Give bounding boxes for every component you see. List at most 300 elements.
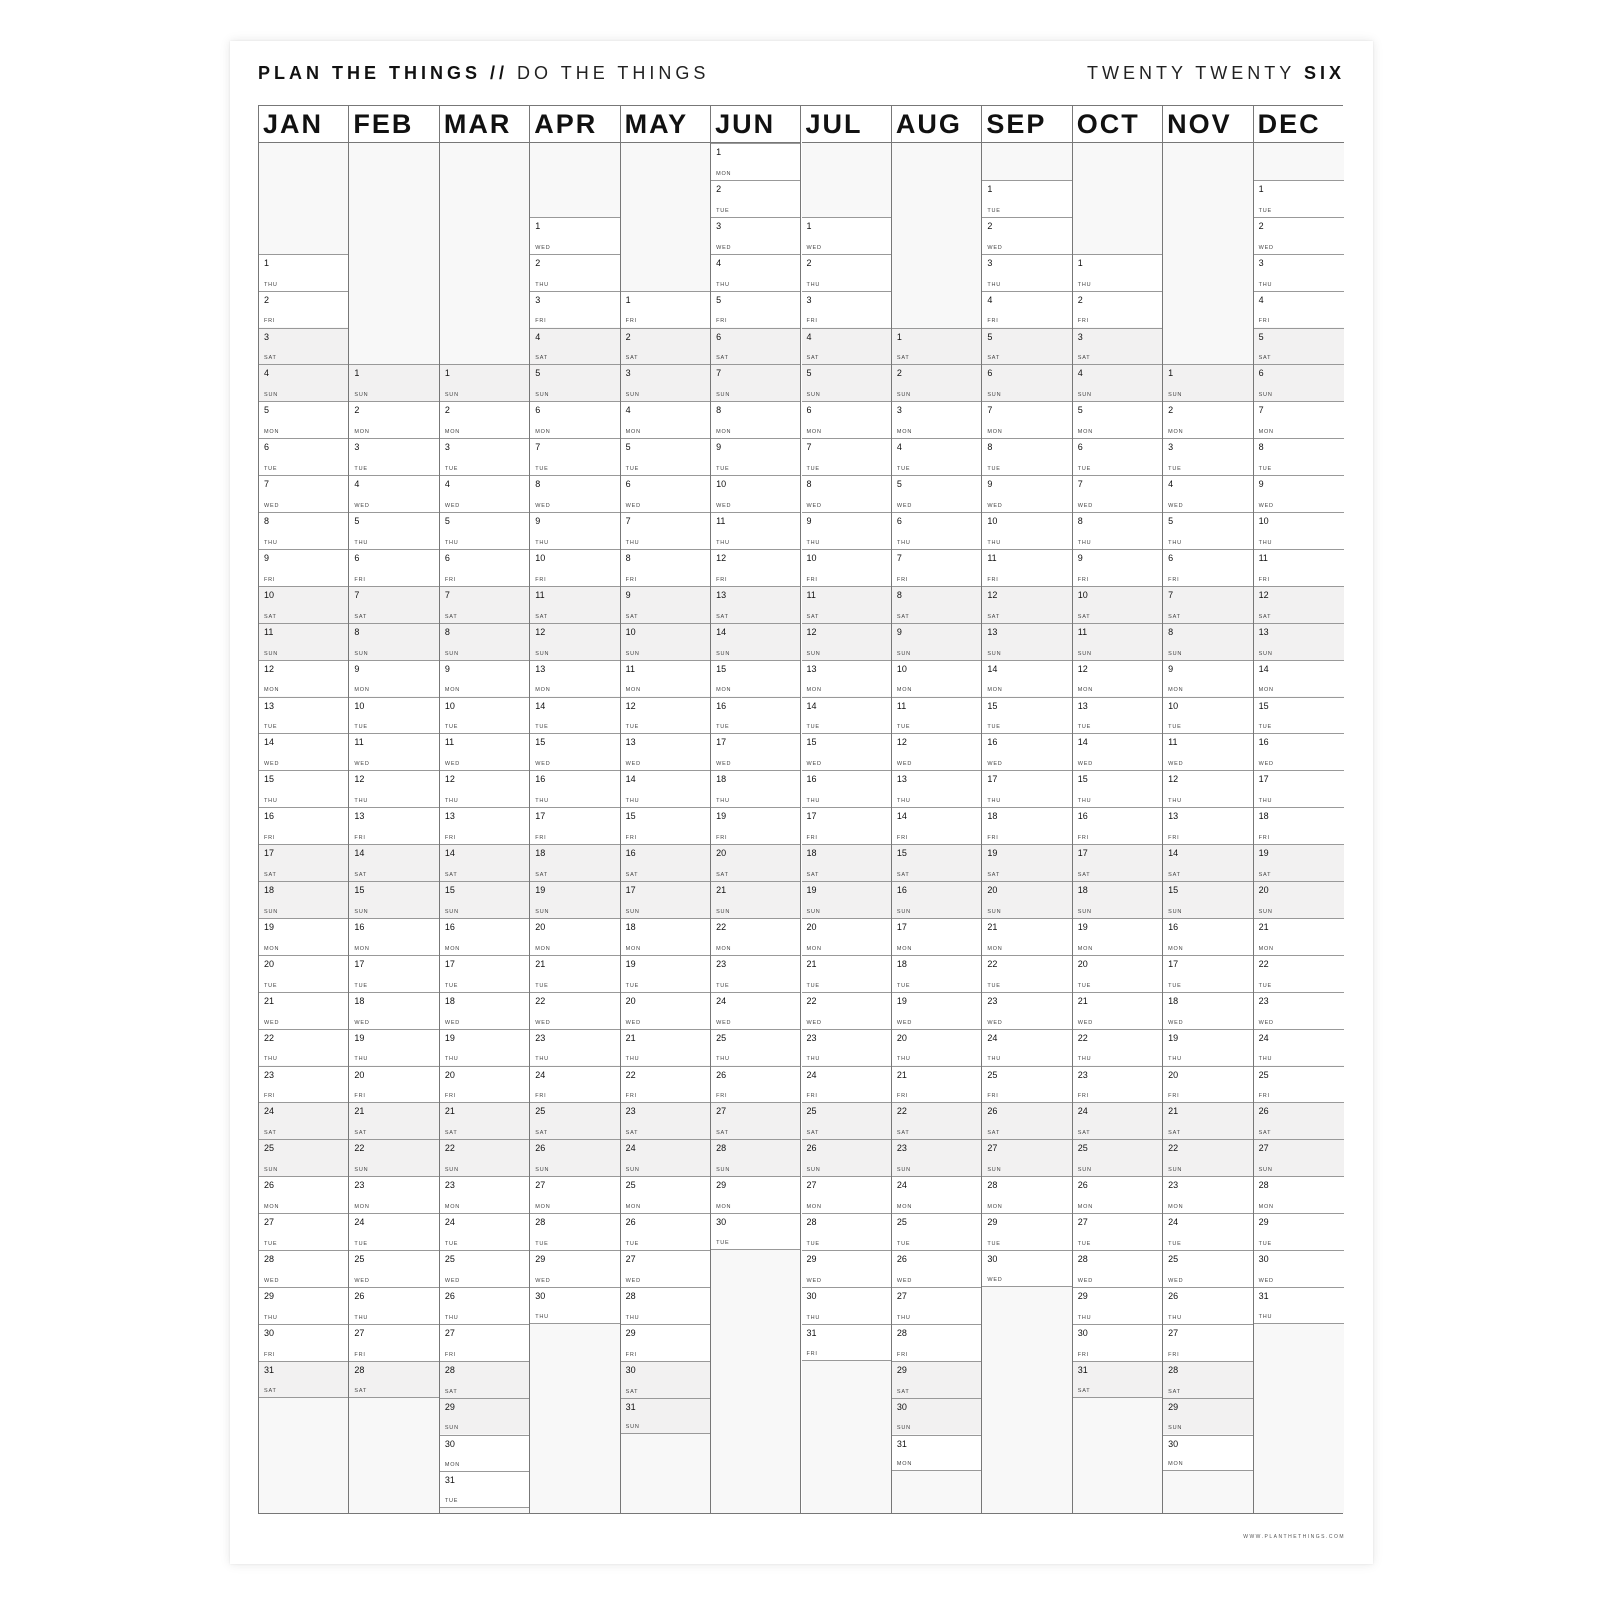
- day-cell[interactable]: [1254, 807, 1344, 844]
- day-cell[interactable]: [530, 770, 619, 807]
- day-cell[interactable]: [802, 438, 891, 475]
- day-cell[interactable]: [711, 1066, 800, 1103]
- day-cell[interactable]: [530, 1066, 619, 1103]
- day-cell[interactable]: [711, 1029, 800, 1066]
- day-cell[interactable]: [440, 438, 529, 475]
- day-cell[interactable]: [1163, 1139, 1252, 1176]
- day-cell[interactable]: [982, 586, 1071, 623]
- day-cell[interactable]: [1254, 955, 1344, 992]
- day-cell[interactable]: [802, 1250, 891, 1287]
- day-cell[interactable]: [259, 1213, 348, 1250]
- day-cell[interactable]: [1254, 623, 1344, 660]
- day-cell[interactable]: [982, 1176, 1071, 1213]
- day-cell[interactable]: [892, 401, 981, 438]
- day-cell[interactable]: [530, 918, 619, 955]
- day-cell[interactable]: [1163, 918, 1252, 955]
- day-cell[interactable]: [621, 512, 710, 549]
- day-cell[interactable]: [440, 586, 529, 623]
- day-cell[interactable]: [440, 807, 529, 844]
- day-cell[interactable]: [892, 1139, 981, 1176]
- day-cell[interactable]: [1254, 328, 1344, 365]
- day-cell[interactable]: [530, 254, 619, 291]
- day-cell[interactable]: [259, 291, 348, 328]
- day-cell[interactable]: [711, 512, 800, 549]
- day-cell[interactable]: [892, 1287, 981, 1324]
- day-cell[interactable]: [1163, 1435, 1252, 1472]
- day-cell[interactable]: [711, 217, 800, 254]
- day-cell[interactable]: [530, 549, 619, 586]
- day-cell[interactable]: [892, 1102, 981, 1139]
- day-cell[interactable]: [802, 623, 891, 660]
- day-cell[interactable]: [440, 512, 529, 549]
- day-cell[interactable]: [530, 881, 619, 918]
- day-cell[interactable]: [1073, 1176, 1162, 1213]
- day-cell[interactable]: [892, 586, 981, 623]
- day-cell[interactable]: [440, 401, 529, 438]
- day-cell[interactable]: [259, 1029, 348, 1066]
- day-cell[interactable]: [440, 623, 529, 660]
- day-cell[interactable]: [1254, 1066, 1344, 1103]
- day-cell[interactable]: [1163, 881, 1252, 918]
- day-cell[interactable]: [711, 328, 800, 365]
- day-cell[interactable]: [530, 1213, 619, 1250]
- day-cell[interactable]: [802, 918, 891, 955]
- day-cell[interactable]: [892, 697, 981, 734]
- day-cell[interactable]: [440, 1361, 529, 1398]
- day-cell[interactable]: [1163, 1361, 1252, 1398]
- day-cell[interactable]: [1254, 733, 1344, 770]
- day-cell[interactable]: [621, 328, 710, 365]
- day-cell[interactable]: [1163, 1213, 1252, 1250]
- day-cell[interactable]: [621, 992, 710, 1029]
- day-cell[interactable]: [1163, 1287, 1252, 1324]
- day-cell[interactable]: [1073, 1250, 1162, 1287]
- day-cell[interactable]: [982, 549, 1071, 586]
- day-cell[interactable]: [440, 1213, 529, 1250]
- day-cell[interactable]: [259, 844, 348, 881]
- day-cell[interactable]: [259, 364, 348, 401]
- day-cell[interactable]: [802, 733, 891, 770]
- day-cell[interactable]: [711, 254, 800, 291]
- day-cell[interactable]: [259, 475, 348, 512]
- day-cell[interactable]: [982, 217, 1071, 254]
- day-cell[interactable]: [349, 807, 438, 844]
- day-cell[interactable]: [892, 1213, 981, 1250]
- day-cell[interactable]: [621, 1398, 710, 1435]
- day-cell[interactable]: [982, 475, 1071, 512]
- day-cell[interactable]: [1163, 512, 1252, 549]
- day-cell[interactable]: [892, 364, 981, 401]
- day-cell[interactable]: [892, 1176, 981, 1213]
- day-cell[interactable]: [892, 1361, 981, 1398]
- day-cell[interactable]: [1254, 1176, 1344, 1213]
- day-cell[interactable]: [1073, 549, 1162, 586]
- day-cell[interactable]: [621, 1102, 710, 1139]
- day-cell[interactable]: [440, 770, 529, 807]
- day-cell[interactable]: [349, 512, 438, 549]
- day-cell[interactable]: [349, 918, 438, 955]
- day-cell[interactable]: [1163, 549, 1252, 586]
- day-cell[interactable]: [530, 328, 619, 365]
- day-cell[interactable]: [530, 364, 619, 401]
- day-cell[interactable]: [892, 955, 981, 992]
- day-cell[interactable]: [802, 364, 891, 401]
- day-cell[interactable]: [1073, 1361, 1162, 1398]
- day-cell[interactable]: [349, 992, 438, 1029]
- day-cell[interactable]: [259, 623, 348, 660]
- day-cell[interactable]: [802, 586, 891, 623]
- day-cell[interactable]: [982, 364, 1071, 401]
- day-cell[interactable]: [440, 1029, 529, 1066]
- day-cell[interactable]: [1073, 623, 1162, 660]
- day-cell[interactable]: [1254, 770, 1344, 807]
- day-cell[interactable]: [711, 1102, 800, 1139]
- day-cell[interactable]: [982, 697, 1071, 734]
- day-cell[interactable]: [982, 512, 1071, 549]
- day-cell[interactable]: [1254, 438, 1344, 475]
- day-cell[interactable]: [1073, 586, 1162, 623]
- day-cell[interactable]: [349, 401, 438, 438]
- day-cell[interactable]: [892, 807, 981, 844]
- day-cell[interactable]: [621, 1029, 710, 1066]
- day-cell[interactable]: [802, 844, 891, 881]
- day-cell[interactable]: [349, 733, 438, 770]
- day-cell[interactable]: [1254, 1213, 1344, 1250]
- day-cell[interactable]: [711, 549, 800, 586]
- day-cell[interactable]: [530, 217, 619, 254]
- day-cell[interactable]: [621, 1361, 710, 1398]
- day-cell[interactable]: [440, 364, 529, 401]
- day-cell[interactable]: [892, 992, 981, 1029]
- day-cell[interactable]: [1073, 401, 1162, 438]
- day-cell[interactable]: [1073, 291, 1162, 328]
- day-cell[interactable]: [1073, 1213, 1162, 1250]
- day-cell[interactable]: [892, 770, 981, 807]
- day-cell[interactable]: [440, 844, 529, 881]
- day-cell[interactable]: [259, 807, 348, 844]
- day-cell[interactable]: [349, 770, 438, 807]
- day-cell[interactable]: [349, 1029, 438, 1066]
- day-cell[interactable]: [1163, 992, 1252, 1029]
- day-cell[interactable]: [802, 697, 891, 734]
- day-cell[interactable]: [892, 623, 981, 660]
- day-cell[interactable]: [1254, 1139, 1344, 1176]
- day-cell[interactable]: [621, 1139, 710, 1176]
- day-cell[interactable]: [892, 1250, 981, 1287]
- day-cell[interactable]: [1254, 291, 1344, 328]
- day-cell[interactable]: [802, 770, 891, 807]
- day-cell[interactable]: [802, 1066, 891, 1103]
- day-cell[interactable]: [1163, 770, 1252, 807]
- day-cell[interactable]: [802, 1102, 891, 1139]
- day-cell[interactable]: [349, 1213, 438, 1250]
- day-cell[interactable]: [1073, 1066, 1162, 1103]
- day-cell[interactable]: [1163, 1102, 1252, 1139]
- day-cell[interactable]: [440, 918, 529, 955]
- day-cell[interactable]: [259, 1287, 348, 1324]
- day-cell[interactable]: [440, 733, 529, 770]
- day-cell[interactable]: [982, 881, 1071, 918]
- day-cell[interactable]: [802, 549, 891, 586]
- day-cell[interactable]: [1163, 475, 1252, 512]
- day-cell[interactable]: [1073, 660, 1162, 697]
- day-cell[interactable]: [440, 1324, 529, 1361]
- day-cell[interactable]: [1073, 955, 1162, 992]
- day-cell[interactable]: [1163, 1176, 1252, 1213]
- day-cell[interactable]: [982, 1213, 1071, 1250]
- day-cell[interactable]: [711, 955, 800, 992]
- day-cell[interactable]: [1163, 623, 1252, 660]
- day-cell[interactable]: [440, 475, 529, 512]
- day-cell[interactable]: [892, 660, 981, 697]
- day-cell[interactable]: [259, 328, 348, 365]
- day-cell[interactable]: [892, 475, 981, 512]
- day-cell[interactable]: [1254, 254, 1344, 291]
- day-cell[interactable]: [1254, 844, 1344, 881]
- day-cell[interactable]: [892, 328, 981, 365]
- day-cell[interactable]: [802, 1287, 891, 1324]
- day-cell[interactable]: [1163, 955, 1252, 992]
- day-cell[interactable]: [349, 881, 438, 918]
- day-cell[interactable]: [1163, 660, 1252, 697]
- day-cell[interactable]: [802, 475, 891, 512]
- day-cell[interactable]: [982, 770, 1071, 807]
- day-cell[interactable]: [711, 918, 800, 955]
- day-cell[interactable]: [892, 844, 981, 881]
- day-cell[interactable]: [621, 918, 710, 955]
- day-cell[interactable]: [440, 1287, 529, 1324]
- day-cell[interactable]: [621, 807, 710, 844]
- day-cell[interactable]: [982, 328, 1071, 365]
- day-cell[interactable]: [982, 733, 1071, 770]
- day-cell[interactable]: [621, 955, 710, 992]
- day-cell[interactable]: [621, 438, 710, 475]
- day-cell[interactable]: [530, 1250, 619, 1287]
- day-cell[interactable]: [802, 254, 891, 291]
- day-cell[interactable]: [621, 549, 710, 586]
- day-cell[interactable]: [440, 1102, 529, 1139]
- day-cell[interactable]: [530, 955, 619, 992]
- day-cell[interactable]: [1254, 475, 1344, 512]
- day-cell[interactable]: [1254, 881, 1344, 918]
- day-cell[interactable]: [982, 992, 1071, 1029]
- day-cell[interactable]: [621, 623, 710, 660]
- day-cell[interactable]: [530, 1102, 619, 1139]
- day-cell[interactable]: [1254, 1102, 1344, 1139]
- day-cell[interactable]: [982, 291, 1071, 328]
- day-cell[interactable]: [1163, 844, 1252, 881]
- day-cell[interactable]: [1073, 475, 1162, 512]
- day-cell[interactable]: [530, 623, 619, 660]
- day-cell[interactable]: [1163, 733, 1252, 770]
- day-cell[interactable]: [530, 697, 619, 734]
- day-cell[interactable]: [621, 475, 710, 512]
- day-cell[interactable]: [1163, 1029, 1252, 1066]
- day-cell[interactable]: [621, 844, 710, 881]
- day-cell[interactable]: [982, 1066, 1071, 1103]
- day-cell[interactable]: [530, 1176, 619, 1213]
- day-cell[interactable]: [259, 438, 348, 475]
- day-cell[interactable]: [440, 1250, 529, 1287]
- day-cell[interactable]: [982, 254, 1071, 291]
- day-cell[interactable]: [440, 955, 529, 992]
- day-cell[interactable]: [711, 770, 800, 807]
- day-cell[interactable]: [711, 401, 800, 438]
- day-cell[interactable]: [982, 623, 1071, 660]
- day-cell[interactable]: [1254, 918, 1344, 955]
- day-cell[interactable]: [621, 586, 710, 623]
- day-cell[interactable]: [711, 733, 800, 770]
- day-cell[interactable]: [259, 881, 348, 918]
- day-cell[interactable]: [440, 549, 529, 586]
- day-cell[interactable]: [892, 1029, 981, 1066]
- day-cell[interactable]: [440, 697, 529, 734]
- day-cell[interactable]: [530, 733, 619, 770]
- day-cell[interactable]: [802, 1029, 891, 1066]
- day-cell[interactable]: [1163, 1066, 1252, 1103]
- day-cell[interactable]: [1254, 217, 1344, 254]
- day-cell[interactable]: [349, 586, 438, 623]
- day-cell[interactable]: [259, 1324, 348, 1361]
- day-cell[interactable]: [711, 1176, 800, 1213]
- day-cell[interactable]: [259, 770, 348, 807]
- day-cell[interactable]: [621, 660, 710, 697]
- day-cell[interactable]: [349, 1139, 438, 1176]
- day-cell[interactable]: [892, 918, 981, 955]
- day-cell[interactable]: [711, 1213, 800, 1250]
- day-cell[interactable]: [711, 992, 800, 1029]
- day-cell[interactable]: [530, 512, 619, 549]
- day-cell[interactable]: [711, 475, 800, 512]
- day-cell[interactable]: [621, 1066, 710, 1103]
- day-cell[interactable]: [259, 254, 348, 291]
- day-cell[interactable]: [349, 1176, 438, 1213]
- day-cell[interactable]: [440, 1066, 529, 1103]
- day-cell[interactable]: [802, 1176, 891, 1213]
- day-cell[interactable]: [621, 1250, 710, 1287]
- day-cell[interactable]: [1073, 881, 1162, 918]
- day-cell[interactable]: [530, 1029, 619, 1066]
- day-cell[interactable]: [802, 1139, 891, 1176]
- day-cell[interactable]: [349, 1287, 438, 1324]
- day-cell[interactable]: [802, 1324, 891, 1361]
- day-cell[interactable]: [1254, 1287, 1344, 1324]
- day-cell[interactable]: [349, 475, 438, 512]
- day-cell[interactable]: [1163, 1324, 1252, 1361]
- day-cell[interactable]: [711, 807, 800, 844]
- day-cell[interactable]: [1073, 770, 1162, 807]
- day-cell[interactable]: [259, 697, 348, 734]
- day-cell[interactable]: [1073, 697, 1162, 734]
- day-cell[interactable]: [1254, 401, 1344, 438]
- day-cell[interactable]: [1254, 1250, 1344, 1287]
- day-cell[interactable]: [982, 1250, 1071, 1287]
- day-cell[interactable]: [530, 992, 619, 1029]
- day-cell[interactable]: [259, 586, 348, 623]
- day-cell[interactable]: [982, 438, 1071, 475]
- day-cell[interactable]: [892, 549, 981, 586]
- day-cell[interactable]: [802, 512, 891, 549]
- day-cell[interactable]: [349, 438, 438, 475]
- day-cell[interactable]: [1254, 1029, 1344, 1066]
- day-cell[interactable]: [711, 438, 800, 475]
- day-cell[interactable]: [711, 364, 800, 401]
- day-cell[interactable]: [892, 438, 981, 475]
- day-cell[interactable]: [982, 955, 1071, 992]
- day-cell[interactable]: [259, 549, 348, 586]
- day-cell[interactable]: [1073, 992, 1162, 1029]
- day-cell[interactable]: [711, 881, 800, 918]
- day-cell[interactable]: [440, 1139, 529, 1176]
- day-cell[interactable]: [440, 992, 529, 1029]
- day-cell[interactable]: [711, 586, 800, 623]
- day-cell[interactable]: [259, 918, 348, 955]
- day-cell[interactable]: [530, 291, 619, 328]
- day-cell[interactable]: [259, 1361, 348, 1398]
- day-cell[interactable]: [802, 217, 891, 254]
- day-cell[interactable]: [530, 807, 619, 844]
- day-cell[interactable]: [1254, 364, 1344, 401]
- day-cell[interactable]: [621, 364, 710, 401]
- day-cell[interactable]: [621, 1176, 710, 1213]
- day-cell[interactable]: [802, 881, 891, 918]
- day-cell[interactable]: [1163, 586, 1252, 623]
- day-cell[interactable]: [440, 660, 529, 697]
- day-cell[interactable]: [349, 1066, 438, 1103]
- day-cell[interactable]: [621, 733, 710, 770]
- day-cell[interactable]: [892, 1066, 981, 1103]
- day-cell[interactable]: [1073, 918, 1162, 955]
- day-cell[interactable]: [259, 1066, 348, 1103]
- day-cell[interactable]: [1163, 807, 1252, 844]
- day-cell[interactable]: [530, 586, 619, 623]
- day-cell[interactable]: [1163, 364, 1252, 401]
- day-cell[interactable]: [1163, 1398, 1252, 1435]
- day-cell[interactable]: [982, 180, 1071, 217]
- day-cell[interactable]: [440, 1176, 529, 1213]
- day-cell[interactable]: [982, 401, 1071, 438]
- day-cell[interactable]: [259, 955, 348, 992]
- day-cell[interactable]: [621, 401, 710, 438]
- day-cell[interactable]: [892, 733, 981, 770]
- day-cell[interactable]: [621, 291, 710, 328]
- day-cell[interactable]: [530, 1139, 619, 1176]
- day-cell[interactable]: [892, 512, 981, 549]
- day-cell[interactable]: [711, 660, 800, 697]
- day-cell[interactable]: [530, 438, 619, 475]
- day-cell[interactable]: [711, 291, 800, 328]
- day-cell[interactable]: [1254, 512, 1344, 549]
- day-cell[interactable]: [1254, 992, 1344, 1029]
- day-cell[interactable]: [982, 918, 1071, 955]
- day-cell[interactable]: [982, 660, 1071, 697]
- day-cell[interactable]: [440, 881, 529, 918]
- day-cell[interactable]: [711, 1139, 800, 1176]
- day-cell[interactable]: [259, 660, 348, 697]
- day-cell[interactable]: [349, 364, 438, 401]
- day-cell[interactable]: [1163, 438, 1252, 475]
- day-cell[interactable]: [982, 1102, 1071, 1139]
- day-cell[interactable]: [1163, 697, 1252, 734]
- day-cell[interactable]: [1073, 1139, 1162, 1176]
- day-cell[interactable]: [259, 1139, 348, 1176]
- day-cell[interactable]: [892, 881, 981, 918]
- day-cell[interactable]: [711, 180, 800, 217]
- day-cell[interactable]: [802, 401, 891, 438]
- day-cell[interactable]: [621, 881, 710, 918]
- day-cell[interactable]: [349, 1324, 438, 1361]
- day-cell[interactable]: [1073, 733, 1162, 770]
